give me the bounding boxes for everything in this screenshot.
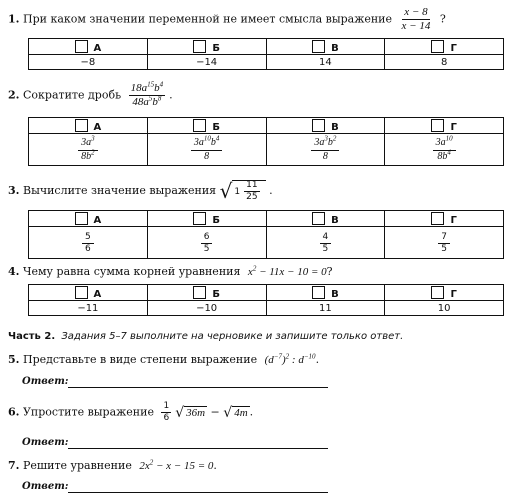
checkbox[interactable] [193, 119, 206, 132]
answer-field[interactable] [68, 436, 328, 449]
checkbox[interactable] [75, 212, 88, 225]
square-root: √ 1 $\frac{11}{25}$ [220, 180, 266, 202]
question-tail: . [213, 459, 217, 472]
option-b[interactable]: Б [147, 211, 266, 227]
option-value: 10 [385, 301, 504, 316]
fraction-denominator: x − 14 [401, 20, 431, 32]
option-v[interactable]: В [266, 118, 385, 134]
question-number: 7. [8, 459, 20, 472]
question-2 [8, 80, 173, 108]
question-5 [8, 353, 319, 366]
question-text: Вычислите значение выражения [22, 184, 217, 197]
question-tail: ? [326, 265, 333, 278]
question-tail: . [315, 353, 320, 366]
answer-table-2 [28, 117, 504, 166]
fraction-numerator: $18a^{15}b^4$ [130, 80, 164, 94]
fraction-numerator: x − 8 [404, 6, 428, 18]
answer-table-4 [28, 284, 504, 316]
checkbox[interactable] [75, 40, 88, 53]
option-value: $\frac{6}{5}$ [147, 227, 266, 259]
question-tail: . [169, 88, 173, 102]
option-v[interactable]: В [266, 39, 385, 55]
option-a[interactable]: А [29, 211, 148, 227]
question-tail: . [249, 405, 254, 419]
checkbox[interactable] [75, 119, 88, 132]
option-value: −14 [147, 55, 266, 70]
option-value: $\frac{7}{5}$ [385, 227, 504, 259]
question-text: Сократите дробь [22, 88, 122, 102]
option-value: 11 [266, 301, 385, 316]
option-g[interactable]: Г [385, 285, 504, 301]
question-number: 6. [8, 405, 20, 419]
question-number: 4. [8, 265, 20, 278]
answer-table-3 [28, 210, 504, 259]
checkbox[interactable] [193, 286, 206, 299]
option-value: $\frac{3a^{10}b^4}{8}$ [147, 134, 266, 166]
option-g[interactable]: Г [385, 211, 504, 227]
question-tail: . [269, 184, 273, 197]
option-b[interactable]: Б [147, 118, 266, 134]
question-7 [8, 459, 217, 472]
question-text: При каком значении переменной не имеет смысла выражение [22, 12, 393, 26]
fraction: $\frac{1}{6}$ [163, 401, 170, 423]
question-4 [8, 265, 333, 278]
checkbox[interactable] [312, 286, 325, 299]
fraction [129, 80, 166, 108]
answer-table-1 [28, 38, 504, 70]
part-2-heading: Часть 2. Задания 5–7 выполните на черновике и запишите только ответ. [8, 331, 404, 342]
question-1 [8, 7, 446, 32]
checkbox[interactable] [193, 212, 206, 225]
fraction-denominator: $48a^5b^8$ [132, 94, 162, 108]
option-value: $\frac{3a^3}{8b^2}$ [29, 134, 148, 166]
question-text: Чему равна сумма корней уравнения [22, 265, 241, 278]
option-value: −11 [29, 301, 148, 316]
answer-label: Ответ: [22, 376, 69, 387]
square-root: √ 4m [223, 404, 248, 421]
question-text: Решите уравнение [22, 459, 132, 472]
question-number: 2. [8, 88, 20, 102]
option-value: −10 [147, 301, 266, 316]
fraction [400, 7, 433, 32]
checkbox[interactable] [312, 40, 325, 53]
question-3 [8, 180, 273, 202]
checkbox[interactable] [312, 212, 325, 225]
answer-field[interactable] [68, 480, 328, 493]
checkbox[interactable] [431, 40, 444, 53]
option-a[interactable]: А [29, 118, 148, 134]
option-b[interactable]: Б [147, 285, 266, 301]
question-number: 5. [8, 353, 20, 366]
checkbox[interactable] [431, 286, 444, 299]
question-6: 6. Упростите выражение $\frac{1}{6}$ √ 36m − √ 4m . [8, 401, 254, 423]
option-v[interactable]: В [266, 211, 385, 227]
answer-label: Ответ: [22, 437, 69, 448]
square-root: √ 36m [175, 404, 206, 421]
answer-label: Ответ: [22, 481, 69, 492]
checkbox[interactable] [431, 119, 444, 132]
option-value: 8 [385, 55, 504, 70]
option-a[interactable]: А [29, 39, 148, 55]
checkbox[interactable] [193, 40, 206, 53]
option-b[interactable]: Б [147, 39, 266, 55]
answer-field[interactable] [68, 375, 328, 388]
option-value: $\frac{3a^3b^2}{8}$ [266, 134, 385, 166]
question-number: 3. [8, 184, 20, 197]
option-value: 14 [266, 55, 385, 70]
option-g[interactable]: Г [385, 39, 504, 55]
expression: $(d^{-7})^2$ : $d^{-10}$ [264, 352, 316, 366]
question-text: Представьте в виде степени выражение [22, 353, 258, 366]
question-number: 1. [8, 12, 20, 26]
question-text: Упростите выражение [22, 405, 154, 419]
option-value: $\frac{5}{6}$ [29, 227, 148, 259]
option-value: −8 [29, 55, 148, 70]
option-v[interactable]: В [266, 285, 385, 301]
question-tail: ? [439, 12, 446, 26]
checkbox[interactable] [312, 119, 325, 132]
option-value: $\frac{3a^{10}}{8b^4}$ [385, 134, 504, 166]
checkbox[interactable] [431, 212, 444, 225]
checkbox[interactable] [75, 286, 88, 299]
option-a[interactable]: А [29, 285, 148, 301]
equation: $2x^2 - x - 15 = 0$ [139, 458, 214, 472]
equation: $x^2 - 11x - 10 = 0$ [247, 264, 327, 278]
option-value: $\frac{4}{5}$ [266, 227, 385, 259]
option-g[interactable]: Г [385, 118, 504, 134]
